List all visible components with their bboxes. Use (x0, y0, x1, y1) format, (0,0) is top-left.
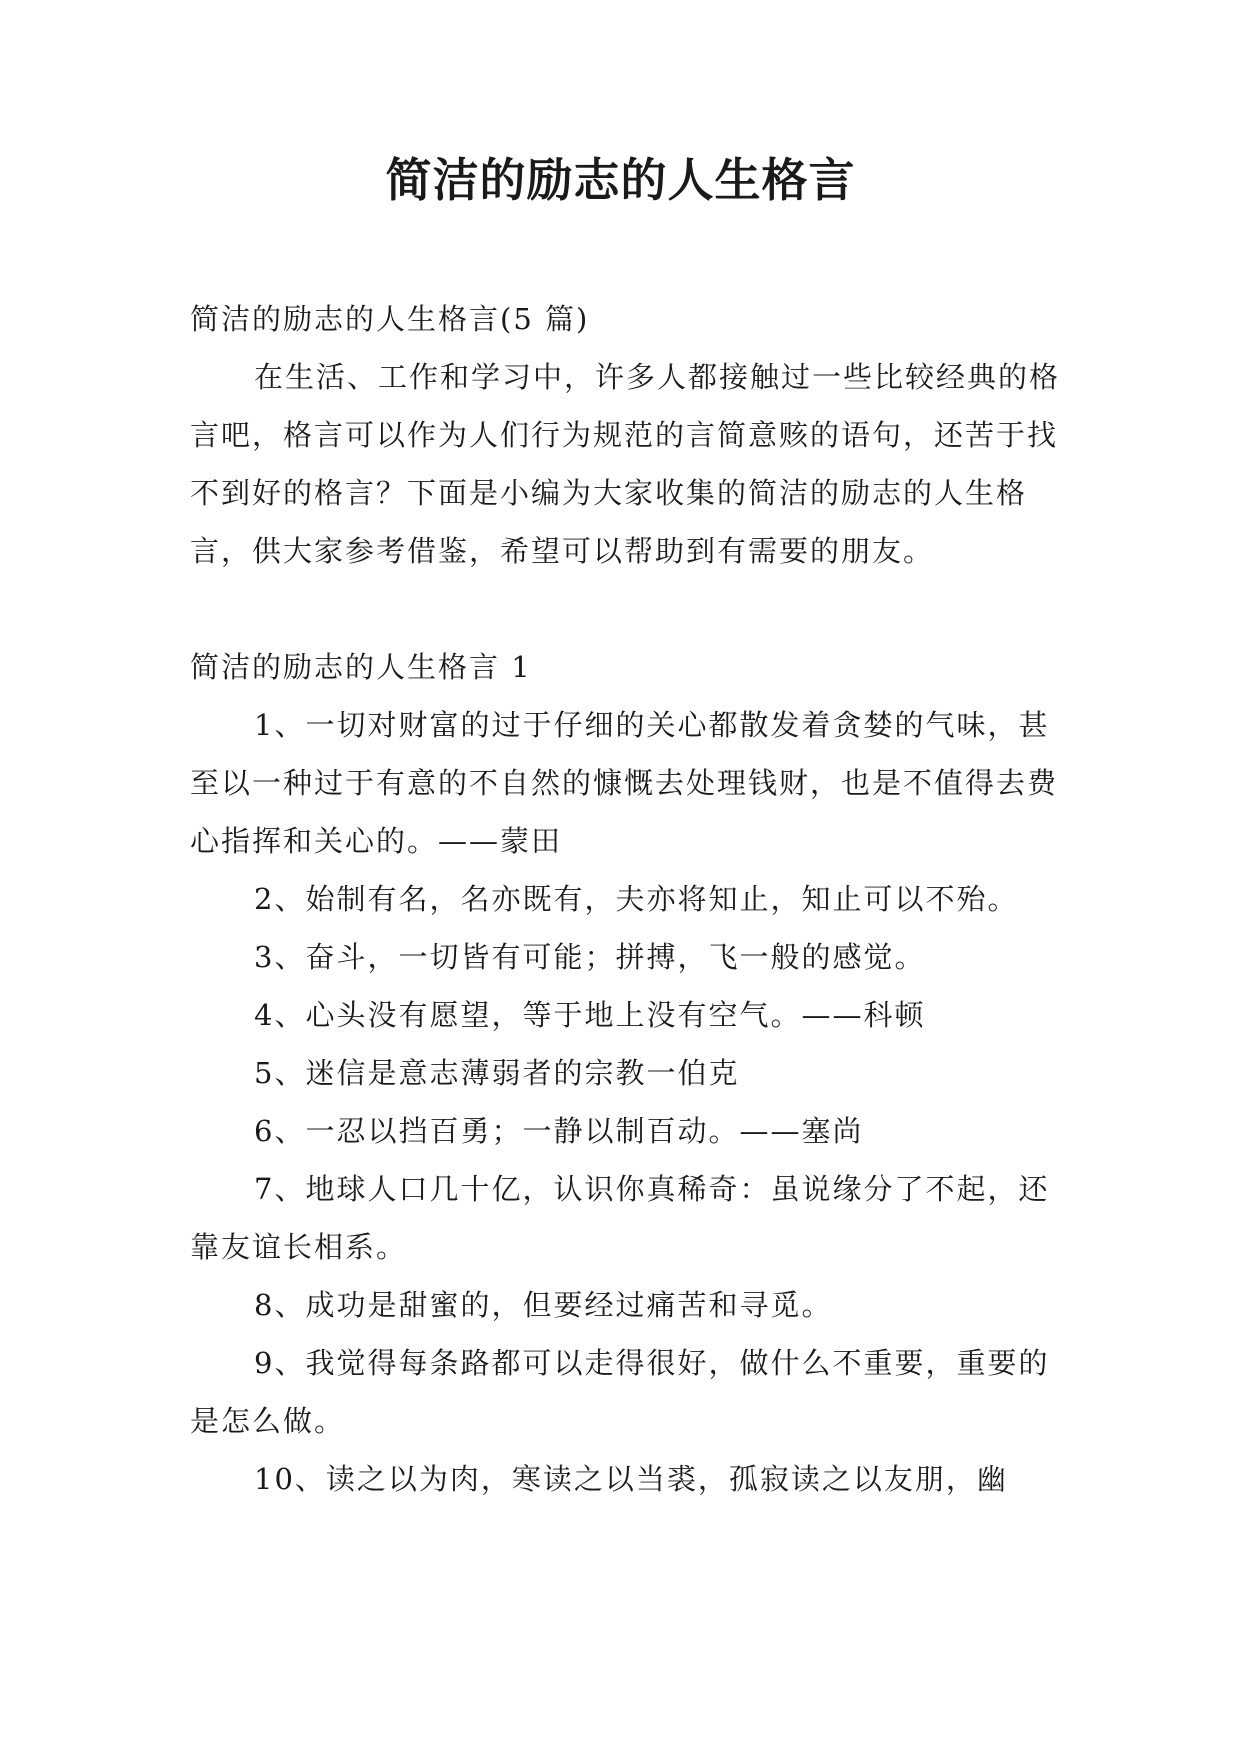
document-title: 简洁的励志的人生格言 (385, 153, 856, 207)
quote-item: 6、一忍以挡百勇；一静以制百动。——塞尚 (254, 1114, 864, 1148)
quote-item: 3、奋斗，一切皆有可能；拼搏，飞一般的感觉。 (254, 940, 926, 974)
document-body (190, 290, 1070, 1508)
quote-item: 9、我觉得每条路都可以走得很好，做什么不重要，重要的是怎么做。 (190, 1346, 1050, 1438)
subtitle-line: 简洁的励志的人生格言(5 篇) (190, 302, 590, 336)
section-heading: 简洁的励志的人生格言 1 (190, 650, 532, 684)
quote-item: 5、迷信是意志薄弱者的宗教一伯克 (254, 1056, 740, 1090)
quote-item: 1、一切对财富的过于仔细的关心都散发着贪婪的气味，甚至以一种过于有意的不自然的慷慨去处理钱财，也是不值得去费心指挥和关心的。——蒙田 (190, 708, 1059, 858)
paragraph-spacer (190, 580, 1070, 638)
intro-paragraph: 在生活、工作和学习中，许多人都接触过一些比较经典的格言吧，格言可以作为人们行为规范的言简意赅的语句，还苦于找不到好的格言？下面是小编为大家收集的简洁的励志的人生格言，供大家参考借鉴，希望可以帮助到有需要的朋友。 (190, 360, 1061, 568)
quote-item: 7、地球人口几十亿，认识你真稀奇：虽说缘分了不起，还靠友谊长相系。 (190, 1172, 1050, 1264)
quote-item: 2、始制有名，名亦既有，夫亦将知止，知止可以不殆。 (254, 882, 1019, 916)
quote-item: 10、读之以为肉，寒读之以当裘，孤寂读之以友朋，幽 (254, 1462, 1008, 1496)
quote-item: 4、心头没有愿望，等于地上没有空气。——科顿 (254, 998, 926, 1032)
quote-item: 8、成功是甜蜜的，但要经过痛苦和寻觅。 (254, 1288, 833, 1322)
